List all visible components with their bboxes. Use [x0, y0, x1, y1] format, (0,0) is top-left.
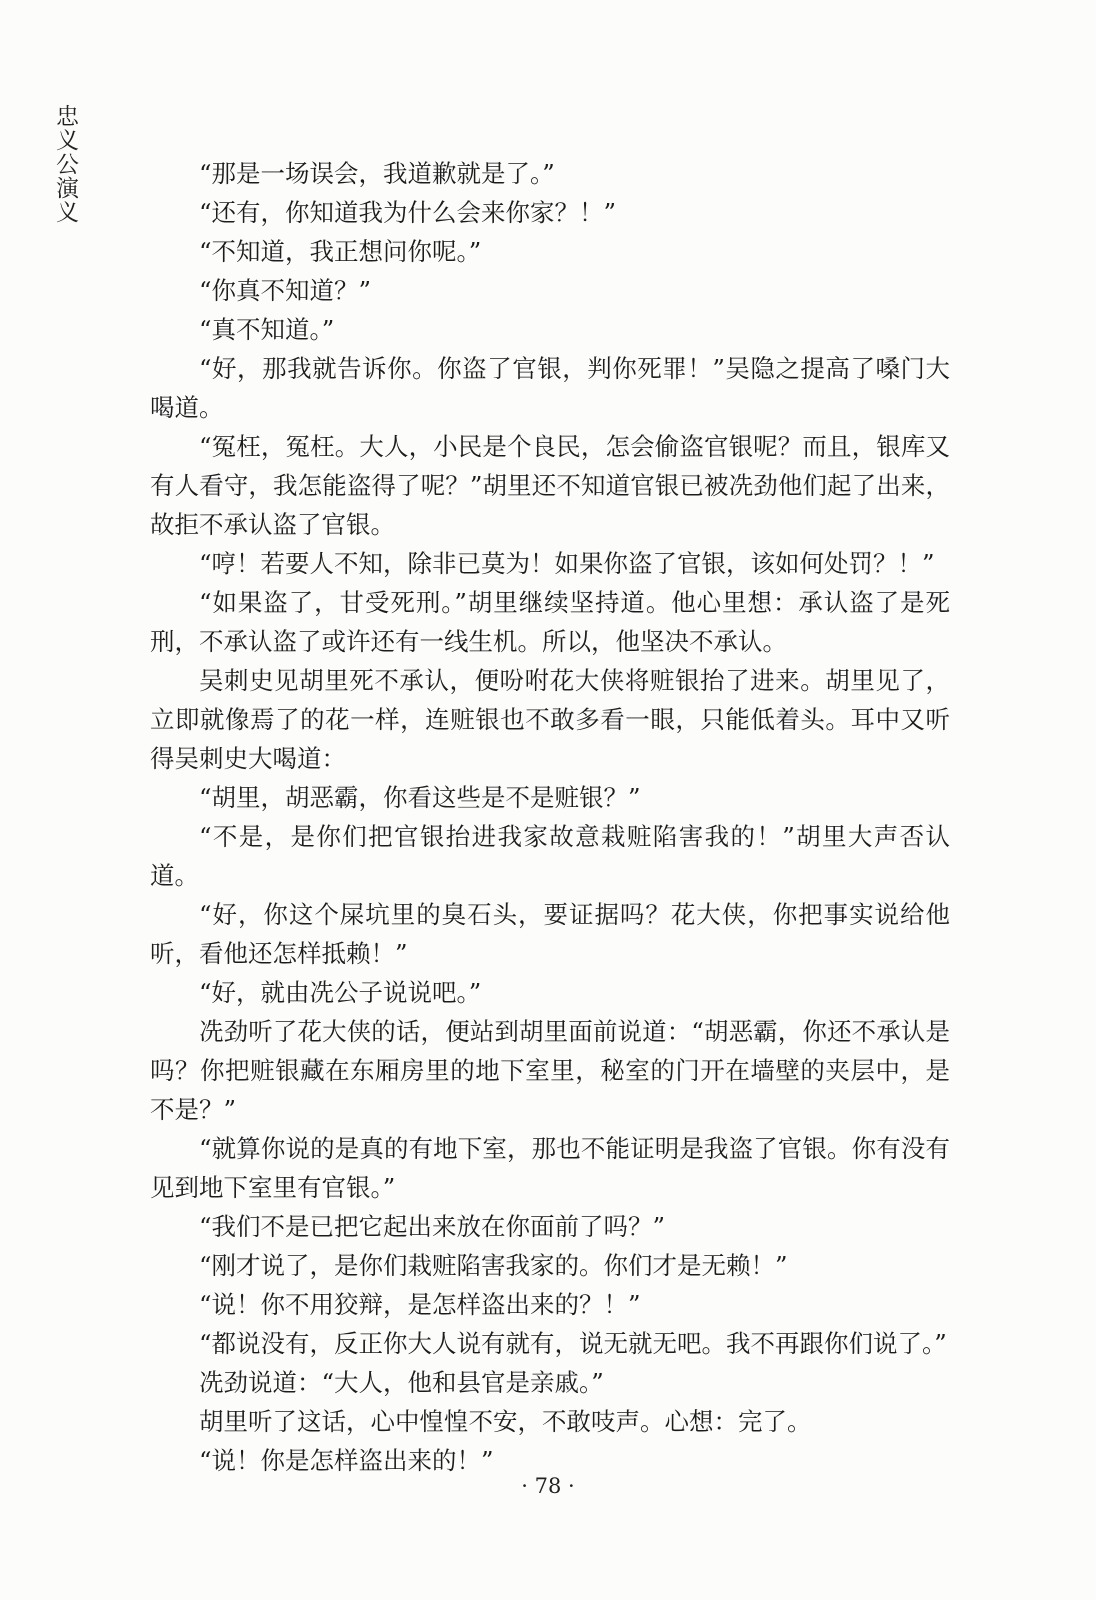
paragraph: “说！你是怎样盗出来的！” [199, 1446, 494, 1475]
page-number: · 78 · [521, 1474, 575, 1498]
body-text [150, 154, 950, 1480]
running-head: 忠义公演义 [52, 104, 78, 224]
paragraph: “哼！若要人不知，除非已莫为！如果你盗了官银，该如何处罚？！” [199, 549, 935, 578]
paragraph: “不是，是你们把官银抬进我家故意栽赃陷害我的！”胡里大声否认道。 [150, 822, 950, 890]
paragraph: “都说没有，反正你大人说有就有，说无就无吧。我不再跟你们说了。” [199, 1329, 947, 1358]
paragraph: “好，那我就告诉你。你盗了官银，判你死罪！”吴隐之提高了嗓门大喝道。 [150, 354, 950, 422]
paragraph: “你真不知道？” [199, 276, 372, 305]
paragraph: 胡里听了这话，心中惶惶不安，不敢吱声。心想：完了。 [199, 1407, 812, 1436]
paragraph: “不知道，我正想问你呢。” [199, 237, 482, 266]
paragraph: 吴刺史见胡里死不承认，便吩咐花大侠将赃银抬了进来。胡里见了，立即就像焉了的花一样，连赃银也不敢多看一眼，只能低着头。耳中又听得吴刺史大喝道： [150, 666, 950, 773]
paragraph: “那是一场误会，我道歉就是了。” [199, 159, 555, 188]
paragraph: “好，你这个屎坑里的臭石头，要证据吗？花大侠，你把事实说给他听，看他还怎样抵赖！” [150, 900, 950, 968]
paragraph: “冤枉，冤枉。大人，小民是个良民，怎会偷盗官银呢？而且，银库又有人看守，我怎能盗得了呢？”胡里还不知道官银已被冼劲他们起了出来，故拒不承认盗了官银。 [150, 432, 950, 539]
paragraph: 冼劲听了花大侠的话，便站到胡里面前说道：“胡恶霸，你还不承认是吗？你把赃银藏在东厢房里的地下室里，秘室的门开在墙壁的夹层中，是不是？” [150, 1017, 950, 1124]
paragraph: “就算你说的是真的有地下室，那也不能证明是我盗了官银。你有没有见到地下室里有官银。” [150, 1134, 950, 1202]
paragraph: “如果盗了，甘受死刑。”胡里继续坚持道。他心里想：承认盗了是死刑，不承认盗了或许还有一线生机。所以，他坚决不承认。 [150, 588, 950, 656]
paragraph: “还有，你知道我为什么会来你家？！” [199, 198, 617, 227]
paragraph: “说！你不用狡辩，是怎样盗出来的？！” [199, 1290, 641, 1319]
paragraph: “真不知道。” [199, 315, 335, 344]
paragraph: “胡里，胡恶霸，你看这些是不是赃银？” [199, 783, 641, 812]
paragraph: 冼劲说道：“大人，他和县官是亲戚。” [199, 1368, 604, 1397]
paragraph: “我们不是已把它起出来放在你面前了吗？” [199, 1212, 666, 1241]
paragraph: “好，就由冼公子说说吧。” [199, 978, 482, 1007]
paragraph: “刚才说了，是你们栽赃陷害我家的。你们才是无赖！” [199, 1251, 788, 1280]
